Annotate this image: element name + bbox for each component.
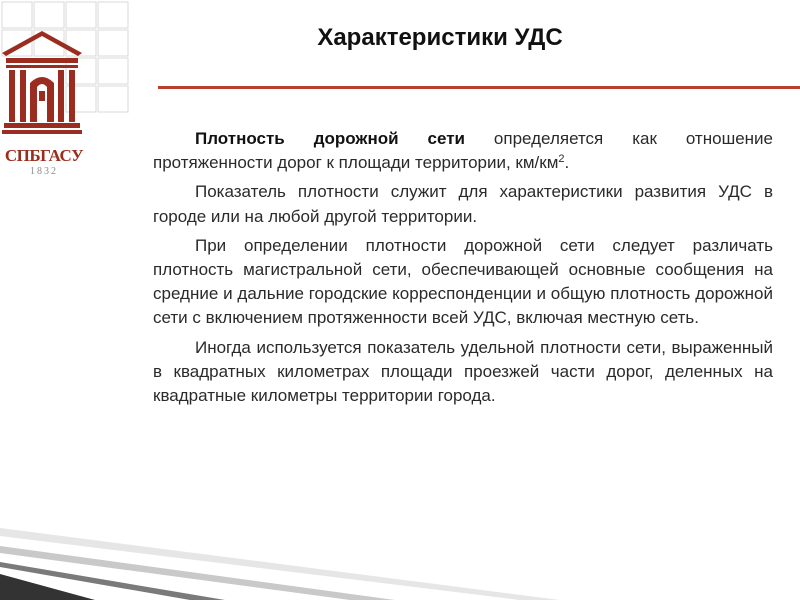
term-road-density: Плотность дорожной сети xyxy=(195,129,465,148)
paragraph-density-types: При определении плотности дорожной сети следует различать плотность магистральной сети, обеспечивающей основные сообщения на средние и дальние городские корреспонденции и общую плотность дорожной сети с включением протяженности всей УДС, включая местную сеть. xyxy=(153,235,773,328)
slide-title: Характеристики УДС xyxy=(317,24,563,51)
superscript-unit: 2 xyxy=(558,153,565,166)
paragraph-tail: . xyxy=(564,153,570,173)
paragraph-density-indicator: Показатель плотности служит для характеристики развития УДС в городе или на любой другой территории. xyxy=(153,182,773,226)
logo-text: СПБГАСУ xyxy=(4,146,84,165)
paragraph-text: определяется как отношение протяженности дорог к площади территории, км/км xyxy=(153,129,773,173)
paragraph-specific-density: Иногда используется показатель удельной плотности сети, выраженный в квадратных километрах площади проезжей части дорог, деленных на квадратные километры территории города. xyxy=(153,337,773,406)
logo-year: 1832 xyxy=(30,166,58,177)
